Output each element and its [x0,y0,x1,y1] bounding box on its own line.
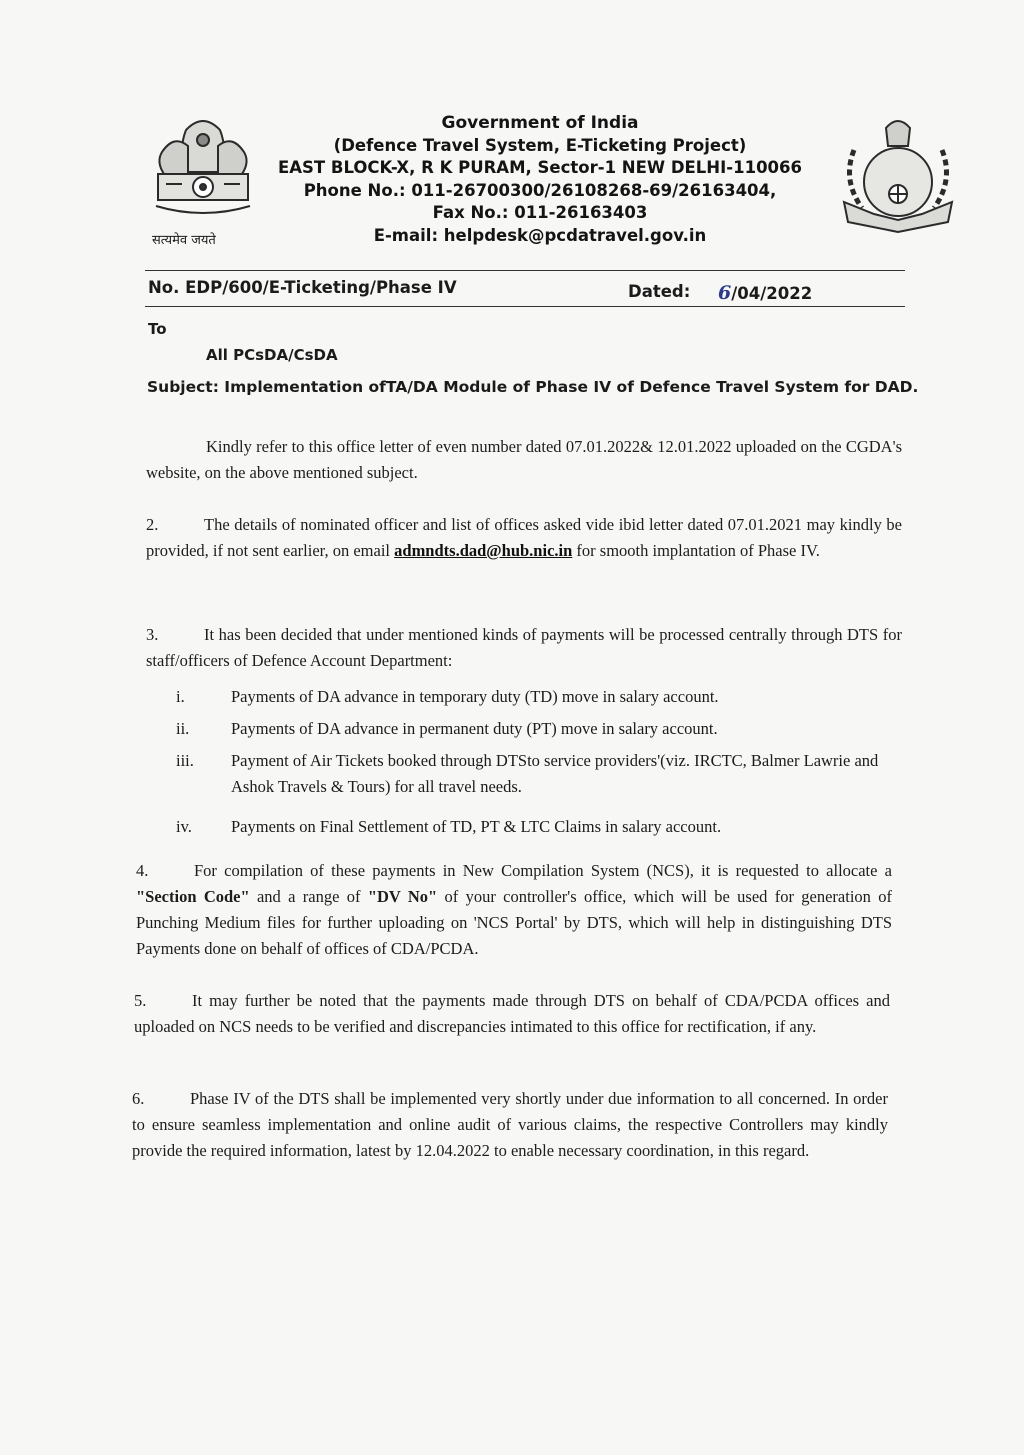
reference-divider [145,306,905,307]
list-marker: ii. [176,719,190,738]
list-marker: iv. [176,817,192,836]
lion-capital-icon [148,110,258,228]
crest-icon [828,110,968,240]
paragraph-number: 4. [136,861,149,880]
dated-month-year: /04/2022 [731,284,813,303]
paragraph-6-text: Phase IV of the DTS shall be implemented very shortly under due information to all concerned. In order to ensure seamless implementation and online audit of various claims, the respective Controllers may kindly provide the required information, latest by 12.04.2022 to enable necessary coordination, in this regard. [132,1089,888,1160]
list-item-text: Payment of Air Tickets booked through DTSto service providers'(viz. IRCTC, Balmer Lawrie and Ashok Travels & Tours) for all travel needs. [231,751,879,796]
letterhead-line-3: EAST BLOCK-X, R K PURAM, Sector-1 NEW DELHI-110066 [277,158,802,177]
list-item-text: Payments on Final Settlement of TD, PT & LTC Claims in salary account. [231,817,722,836]
to-label: To [148,320,167,338]
paragraph-5 [134,988,890,1040]
paragraph-5-text: It may further be noted that the payments made through DTS on behalf of CDA/PCDA offices and uploaded on NCS needs to be verified and discrepancies intimated to this office for rectification, if any. [134,991,890,1036]
paragraph-2 [146,512,902,564]
header-divider [145,270,905,271]
letterhead-line-4: Phone No.: 011-26700300/26108268-69/26163404, [303,180,777,200]
paragraph-4-text: of your controller's office, which will be used for generation of Punching Medium files for further uploading on 'NCS Portal' by DTS, which will help in distinguishing DTS Payments done on behalf of offices of CDA/PCDA. [136,887,892,958]
paragraph-4 [136,858,892,962]
paragraph-4-text: and a range of [249,887,368,906]
paragraph-2-text: The details of nominated officer and list of offices asked vide ibid letter dated 07.01.2021 may kindly be provided, if not sent earlier, on email [146,515,902,560]
dated-label: Dated: [628,282,691,301]
paragraph-1: Kindly refer to this office letter of even number dated 07.01.2022& 12.01.2022 uploaded on the CGDA's website, on the above mentioned subject. [146,437,902,482]
reference-number: No. EDP/600/E-Ticketing/Phase IV [148,278,457,297]
emblem-motto: सत्यमेव जयते [152,233,216,248]
dv-no-term: "DV No" [367,887,438,906]
paragraph-number: 6. [132,1089,145,1108]
addressee: All PCsDA/CsDA [206,346,338,364]
list-item [176,748,906,800]
list-marker: iii. [176,751,194,770]
letterhead-line-1: Government of India [441,113,639,133]
paragraph-3 [146,622,902,674]
handwritten-day: 6 [718,282,732,304]
section-code-term: "Section Code" [136,887,250,906]
paragraph-4-text: For compilation of these payments in New Compilation System (NCS), it is requested to allocate a [194,861,892,880]
paragraph-number: 3. [146,625,159,644]
list-item-text: Payments of DA advance in temporary duty (TD) move in salary account. [231,687,719,706]
department-crest [828,110,968,240]
letterhead [270,112,810,247]
dated-value [718,282,812,304]
letterhead-line-2: (Defence Travel System, E-Ticketing Project) [333,135,747,155]
paragraph-6 [132,1086,888,1164]
list-item [176,814,906,840]
email-link[interactable]: admndts.dad@hub.nic.in [394,541,573,560]
list-item [176,684,906,710]
paragraph-2-text-end: for smooth implantation of Phase IV. [572,541,820,560]
subject-line: Subject: Implementation ofTA/DA Module of Phase IV of Defence Travel System for DAD. [147,378,919,396]
paragraph-number: 5. [134,991,147,1010]
letterhead-line-5: Fax No.: 011-26163403 [432,203,648,222]
paragraph-3-text: It has been decided that under mentioned kinds of payments will be processed centrally through DTS for staff/officers of Defence Account Department: [146,625,902,670]
letterhead-line-6: E-mail: helpdesk@pcdatravel.gov.in [373,225,707,245]
list-item-text: Payments of DA advance in permanent duty (PT) move in salary account. [231,719,718,738]
paragraph-number: 2. [146,515,159,534]
list-item [176,716,906,742]
list-marker: i. [176,687,185,706]
national-emblem [148,110,264,252]
